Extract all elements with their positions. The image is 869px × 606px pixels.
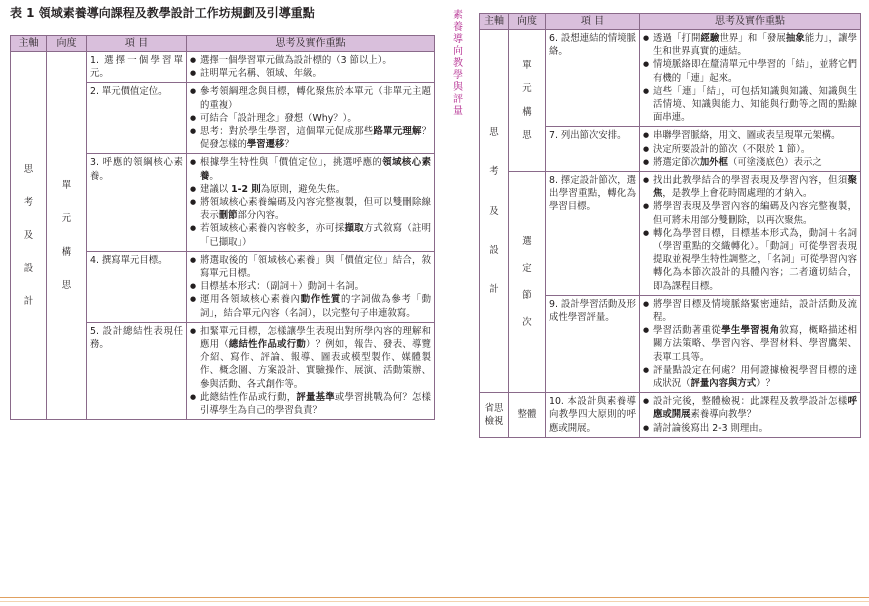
bullet-point (643, 174, 857, 200)
bullet-point (190, 222, 431, 248)
point-text: 決定所要設計的節次（不限於 1 節）。 (653, 143, 811, 155)
axis-cell-char: 考 (23, 196, 34, 208)
header-key: 思考及實作重點 (187, 36, 435, 52)
bullet-point (643, 32, 857, 58)
header-aspect: 向度 (47, 36, 87, 52)
point-emphasis: 呼應或開展 (653, 396, 857, 421)
key-points (187, 322, 435, 419)
point-emphasis: 擷取 (344, 223, 364, 235)
point-text: ？ (284, 139, 294, 151)
bullet-point (190, 254, 431, 280)
step-item: 2. 單元價值定位。 (87, 83, 187, 154)
step-item: 7. 列出節次安排。 (546, 127, 640, 172)
point-text: 註明單元名稱、領域、年級。 (200, 68, 322, 80)
aspect-cell-char: 思 (522, 129, 532, 141)
aspect-cell-char: 構 (61, 246, 72, 258)
key-points (640, 127, 861, 172)
bullet-point (643, 200, 857, 226)
footer-rule (0, 597, 869, 598)
point-text: 世界」和「發展 (719, 33, 786, 44)
axis-cell-char: 計 (489, 283, 499, 295)
point-text: （可塗淺底色）表示之 (728, 156, 822, 168)
point-text: ）？ (756, 378, 775, 390)
step-item: 4. 撰寫單元目標。 (87, 251, 187, 322)
aspect-cell (47, 52, 87, 420)
point-text: ）？例如，報告、發表、導覽介紹、寫作、評論、報導、圖表或模型製作、媒體製作、概念圖、方案設計、實驗操作、展演、活動策辦、參與活動、各式創作等。 (200, 339, 431, 390)
point-text: 思考：對於學生學習，這個單元促成那些 (200, 126, 374, 138)
aspect-cell-char: 定 (522, 262, 532, 274)
bullet-point (190, 112, 431, 125)
point-emphasis: 加外框 (699, 156, 729, 168)
bullet-point (190, 85, 431, 111)
point-text: ？促發怎樣的 (200, 126, 431, 151)
point-text: 將領域核心素養編碼及內容完整複製，但可以雙刪除線表示 (200, 197, 431, 222)
aspect-cell (509, 172, 546, 393)
point-emphasis: 刪節 (218, 210, 238, 222)
bullet-point (643, 143, 857, 156)
key-points (187, 251, 435, 322)
bullet-point (643, 85, 857, 125)
point-text: 將選定節次 (653, 156, 700, 168)
header-axis: 主軸 (11, 36, 47, 52)
key-points (640, 295, 861, 392)
point-text: 運用各領域核心素養內 (200, 294, 301, 306)
point-text: 方式敘寫（註明「已擷取」） (200, 223, 431, 248)
aspect-cell (509, 30, 546, 172)
table-row (480, 393, 861, 438)
axis-cell-char: 及 (23, 230, 34, 242)
key-points (640, 30, 861, 127)
bullet-point (643, 156, 857, 169)
aspect-cell-char: 單 (522, 60, 532, 72)
step-item: 6. 設想連結的情境脈絡。 (546, 30, 640, 127)
point-text: 扣緊單元目標，怎樣讓學生表現出對所學內容的理解和應用（ (200, 325, 431, 351)
key-points (187, 154, 435, 251)
bullet-point (643, 298, 857, 324)
header-item: 項 目 (87, 36, 187, 52)
point-text: 的字詞做為參考「動詞」，結合單元內容（名詞），以完整句子串連敘寫。 (200, 294, 431, 319)
bullet-point (190, 183, 431, 196)
page-title: 表 1 領域素養導向課程及教學設計工作坊規劃及引導重點 (10, 6, 315, 20)
bullet-point (190, 156, 431, 182)
axis-cell-char: 設 (489, 244, 499, 256)
bullet-point (643, 227, 857, 293)
aspect-cell-char: 思 (61, 279, 72, 291)
point-emphasis: 領域核心素養 (200, 157, 431, 182)
axis-cell-char: 及 (489, 205, 499, 217)
aspect-cell: 整體 (509, 393, 546, 438)
point-text: 這些「連」「結」，可包括知識與知識、知識與生活情境、知識與能力、知能與行動等之間的點線面串連。 (653, 85, 857, 124)
axis-cell-char: 設 (23, 263, 34, 275)
axis-cell (11, 52, 47, 420)
key-points (187, 83, 435, 154)
point-emphasis: 聚焦 (653, 175, 857, 200)
point-text: 將選取後的「領域核心素養」與「價值定位」結合，敘寫單元目標。 (200, 254, 431, 280)
point-text: 目標基本形式：（副詞＋）動詞＋名詞。 (200, 281, 365, 293)
axis-cell: 省思檢視 (480, 393, 509, 438)
point-text: 若領域核心素養內容較多，亦可採 (200, 223, 345, 235)
bullet-point (190, 125, 431, 151)
key-points (640, 172, 861, 296)
aspect-cell-char: 節 (522, 290, 532, 302)
point-text: 轉化為學習目標，目標基本形式為，動詞＋名詞（學習重點的交織轉化）。「動詞」可從學習表現提取並視學生特性調整之，「名詞」可從學習內容轉化為本節次設計的具體內容；二者適切結合，即為課程目標。 (653, 227, 857, 292)
point-text: 敘寫，概略描述相關方法策略、學習內容、學習材料、學習鷹架、表單工具等。 (653, 325, 857, 363)
aspect-cell-char: 次 (522, 317, 532, 329)
point-text: 為原則，避免失焦。 (260, 183, 346, 195)
point-text: 將學習目標及情境脈絡緊密連結，設計活動及流程。 (653, 298, 857, 324)
bullet-point (190, 325, 431, 391)
bullet-point (643, 129, 857, 142)
bullet-point (643, 364, 857, 390)
point-text: 根據學生特性與「價值定位」，挑選呼應的 (200, 157, 383, 169)
bullet-point (643, 324, 857, 364)
bullet-point (190, 54, 431, 67)
table-row (480, 30, 861, 127)
bullet-point (190, 391, 431, 417)
point-emphasis: 學生學習視角 (721, 325, 780, 337)
step-item: 1. 選擇一個學習單元。 (87, 52, 187, 83)
key-points (187, 52, 435, 83)
step-item: 5. 設計總結性表現任務。 (87, 322, 187, 419)
step-item: 9. 設計學習活動及形成性學習評量。 (546, 295, 640, 392)
step-item: 10. 本設計與素養導向教學四大原則的呼應或開展。 (546, 393, 640, 438)
header-key: 思考及實作重點 (640, 14, 861, 30)
aspect-cell-char: 單 (61, 180, 72, 192)
bullet-point (643, 422, 857, 435)
axis-cell-char: 思 (23, 163, 34, 175)
side-label: 素養導向教學與評量 (453, 10, 463, 117)
point-emphasis: 評量內容與方式 (690, 378, 757, 390)
point-text: 串聯學習脈絡，用文、圖或表呈現單元架構。 (653, 130, 841, 142)
point-text: 參考領綱理念與目標，轉化聚焦於本單元（非單元主題的重複） (200, 86, 431, 111)
left-table (10, 35, 435, 420)
point-text: 此總結性作品或行動， (200, 391, 297, 403)
point-text: 選擇一個學習單元做為設計標的（3 節以上）。 (200, 55, 392, 66)
point-text: 找出此教學結合的學習表現及學習內容，但須 (653, 175, 848, 187)
key-points (640, 393, 861, 438)
axis-cell-char: 思 (489, 127, 499, 139)
header-axis: 主軸 (480, 14, 509, 30)
point-emphasis: 動作性質 (300, 294, 342, 306)
point-text: 情境脈絡即在釐清單元中學習的「結」，並將它們有機的「連」起來。 (653, 59, 857, 84)
bullet-point (643, 58, 857, 84)
point-text: 設計完後，整體檢視：此課程及教學設計怎樣 (653, 396, 848, 408)
bullet-point (190, 67, 431, 80)
aspect-cell-char: 元 (522, 83, 532, 95)
header-aspect: 向度 (509, 14, 546, 30)
point-emphasis: 抽象 (785, 33, 805, 44)
point-emphasis: 1-2 則 (231, 183, 261, 195)
table-row (11, 52, 435, 83)
aspect-cell-char: 選 (522, 235, 532, 247)
axis-cell-char: 計 (23, 296, 34, 308)
point-text: ，是教學上會花時間處理的才納入。 (662, 188, 813, 200)
bullet-point (190, 196, 431, 222)
aspect-cell-char: 構 (522, 106, 532, 118)
point-emphasis: 路單元理解 (373, 126, 422, 138)
aspect-cell-char: 元 (61, 213, 72, 225)
point-text: 學習活動著重從 (653, 325, 722, 337)
right-table (479, 13, 861, 438)
point-text: 透過「打開 (653, 33, 701, 44)
bullet-point (190, 293, 431, 319)
table-row (480, 172, 861, 296)
point-text: 建議以 (200, 183, 232, 195)
bullet-point (190, 280, 431, 293)
point-text: 能力」，讓學生和世界真實的連結。 (653, 33, 857, 58)
step-item: 8. 擇定設計節次，選出學習重點，轉化為學習目標。 (546, 172, 640, 296)
point-text: 素養導向教學？ (690, 409, 757, 421)
bullet-point (643, 395, 857, 421)
axis-cell (480, 30, 509, 393)
point-emphasis: 總結性作品或行動 (228, 339, 306, 351)
header-item: 項 目 (546, 14, 640, 30)
point-text: 評量點設定在何處？用何證據檢視學習目標的達成狀況（ (653, 364, 857, 390)
point-emphasis: 經驗 (700, 33, 720, 44)
axis-cell-char: 考 (489, 166, 499, 178)
point-text: 部分內容。 (237, 210, 285, 222)
step-item: 3. 呼應的領綱核心素養。 (87, 154, 187, 251)
point-text: 或學習挑戰為何？怎樣引導學生為自己的學習負責？ (200, 391, 431, 417)
point-text: 。 (209, 170, 219, 182)
point-text: 可結合「設計理念」發想（Why？）。 (200, 112, 357, 124)
point-emphasis: 學習遷移 (246, 139, 285, 151)
point-text: 請討論後寫出 2-3 則理由。 (653, 422, 769, 434)
point-text: 將學習表現及學習內容的編碼及內容完整複製，但可將未用部分雙刪除，以再次聚焦。 (653, 201, 857, 226)
point-emphasis: 評量基準 (296, 391, 335, 403)
footer-rule (0, 601, 869, 602)
